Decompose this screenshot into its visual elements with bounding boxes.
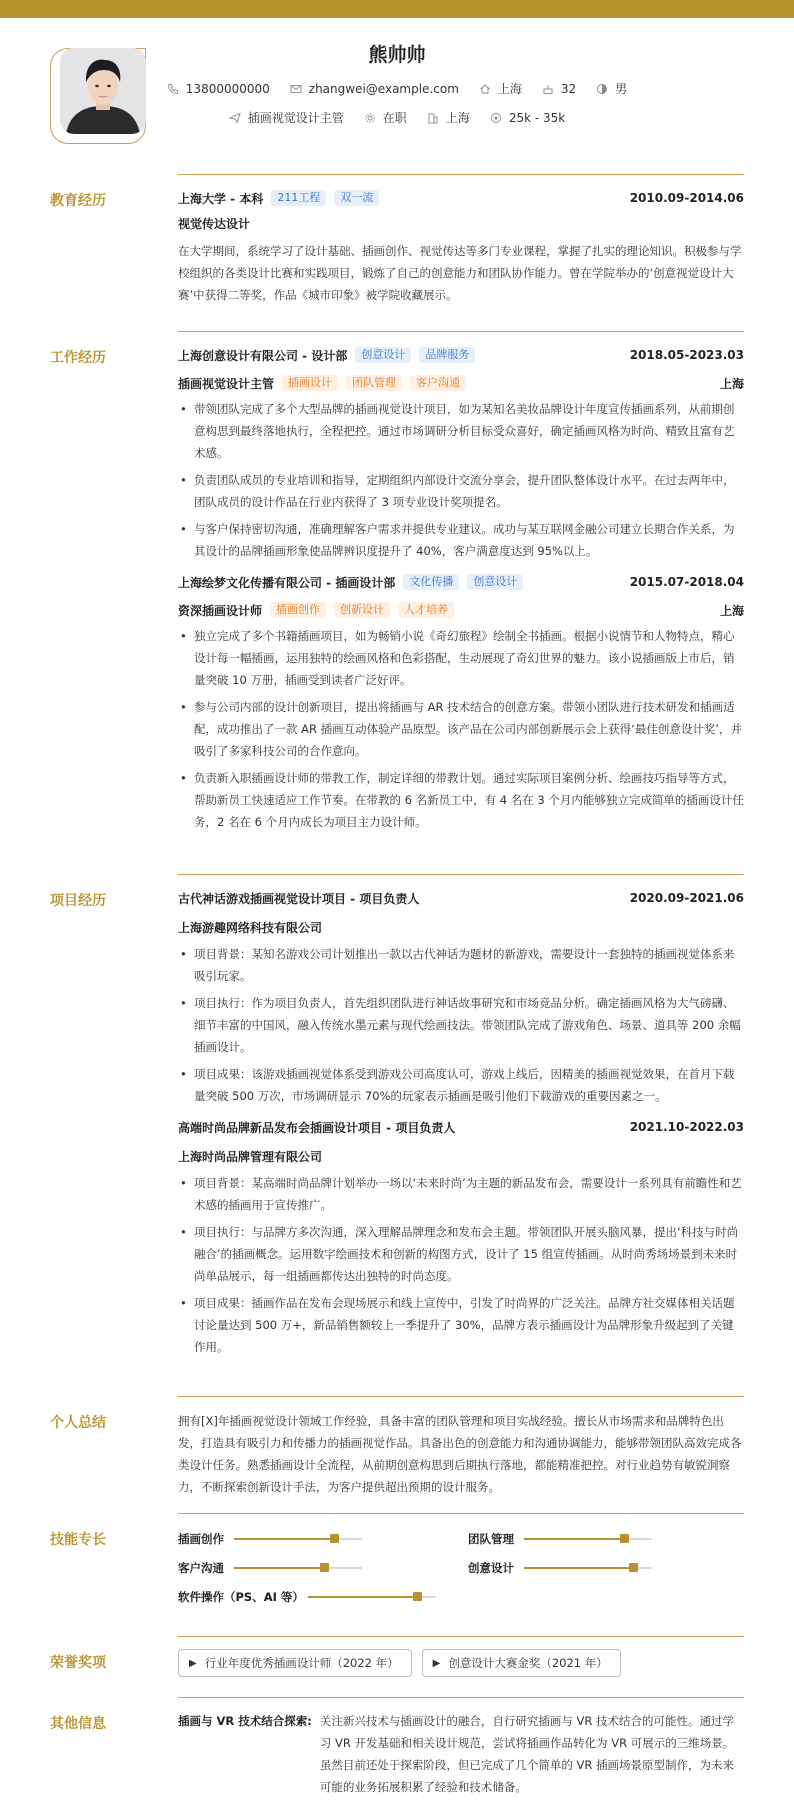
- work-body: [178, 331, 744, 833]
- role-title: 插画视觉设计主管: [178, 376, 275, 391]
- age-item: [542, 82, 576, 96]
- status-text: 在职: [382, 111, 407, 125]
- location-item: [479, 80, 522, 97]
- role-title: 资深插画设计师: [178, 603, 263, 618]
- list-item: • 项目执行：与品牌方多次沟通，深入理解品牌理念和发布会主题。带领团队开展头脑风暴，提出‘科技与时尚融合’的插画概念。运用数字绘画技术和创新的构图方式，设计了 15 组宣传插画。从时尚秀场场景到未来时尚单品展示，每一组插画都传达出独特的时尚态度。: [178, 1221, 744, 1287]
- phone-item: [167, 82, 270, 96]
- honor-badge: [178, 1649, 412, 1677]
- email-text: zhangwei@example.com: [308, 81, 459, 96]
- project-date: 2020.09-2021.06: [629, 891, 744, 905]
- age-text: 32: [560, 81, 577, 96]
- education-description: 在大学期间，系统学习了设计基础、插画创作、视觉传达等多门专业课程，掌握了扎实的理论知识。积极参与学校组织的各类设计比赛和实践项目，锻炼了自己的创意能力和团队协作能力。曾在学院举办的‘创意视觉设计大赛’中获得二等奖，作品《城市印象》被学院收藏展示。: [178, 244, 742, 302]
- role-header: [178, 600, 744, 620]
- triangle-right-icon: ▶: [189, 1657, 197, 1669]
- target-position-item: [229, 109, 344, 126]
- honors-body: [178, 1636, 744, 1677]
- skills-grid: [178, 1531, 744, 1605]
- summary-body: [178, 1396, 744, 1498]
- location-text: 上海: [497, 82, 522, 96]
- skills-body: [178, 1513, 744, 1605]
- other-info: [178, 1710, 744, 1798]
- list-item: • 项目成果：插画作品在发布会现场展示和线上宣传中，引发了时尚界的广泛关注。品牌方社交媒体相关话题讨论量达到 500 万+，新品销售额较上一季提升了 30%，品牌方表示插画设计为品牌形象升级起到了关键作用。: [178, 1292, 744, 1358]
- phone-text: 13800000000: [185, 81, 270, 96]
- section-title: 技能专长: [50, 1532, 106, 1548]
- honor-text: 行业年度优秀插画设计师（2022 年）: [204, 1656, 399, 1670]
- candidate-name: 熊帅帅: [368, 44, 426, 66]
- project-entry: [178, 1117, 744, 1358]
- honor-text: 创意设计大赛金奖（2021 年）: [448, 1656, 608, 1670]
- list-item: • 带领团队完成了多个大型品牌的插画视觉设计项目，如为某知名美妆品牌设计年度宣传插画系列，从前期创意构思到最终落地执行，全程把控。通过市场调研分析目标受众喜好，确定插画风格为时尚、精致且富有艺术感。: [178, 398, 744, 464]
- list-item: • 项目背景：某高端时尚品牌计划举办一场以‘未来时尚’为主题的新品发布会，需要设计一系列具有前瞻性和艺术感的插画用于宣传推广。: [178, 1172, 744, 1216]
- role-tag: 插画设计: [282, 375, 338, 391]
- school-name: 上海大学 - 本科: [178, 191, 264, 206]
- home-icon: [479, 83, 491, 95]
- send-icon: [229, 112, 241, 124]
- email-item: [290, 82, 459, 96]
- skill-name: 插画创作: [178, 1532, 224, 1546]
- list-item: • 与客户保持密切沟通，准确理解客户需求并提供专业建议。成功与某互联网金融公司建立长期合作关系，为其设计的品牌插画形象使品牌辨识度提升了 40%，客户满意度达到 95%以上。: [178, 518, 744, 562]
- project-bullets: [178, 1172, 744, 1358]
- project-name: 高端时尚品牌新品发布会插画设计项目 - 项目负责人: [178, 1120, 456, 1135]
- gender-item: [596, 80, 627, 97]
- job-entry: [178, 572, 744, 833]
- list-item: • 参与公司内部的设计创新项目，提出将插画与 AR 技术结合的创意方案。带领小团队进行技术研发和插画适配，成功推出了一款 AR 插画互动体验产品原型。该产品在公司内部创新展示会上获得‘最佳创意设计奖’，并吸引了多家科技公司的合作意向。: [178, 696, 744, 762]
- triangle-right-icon: ▶: [432, 1657, 441, 1669]
- school-tag: 211工程: [271, 190, 326, 206]
- job-bullets: [178, 398, 744, 562]
- job-intention-row: [0, 109, 794, 126]
- role-tag: 团队管理: [346, 375, 402, 391]
- education-body: [178, 174, 744, 306]
- salary-icon: [490, 112, 502, 124]
- salary-item: [490, 111, 565, 125]
- skill-bar: [524, 1538, 652, 1540]
- top-accent-bar: [0, 0, 794, 18]
- summary-text: 拥有[X]年插画视觉设计领域工作经验，具备丰富的团队管理和项目实战经验。擅长从市场需求和品牌特色出发，打造具有吸引力和传播力的插画视觉作品。具备出色的创意能力和沟通协调能力，能够带领团队高效完成各类设计任务。熟悉插画设计全流程，从前期创意构思到后期执行落地，都能精准把控。对行业趋势有敏锐洞察力，不断探索创新设计手法，为客户提供超出预期的设计服务。: [178, 1414, 742, 1494]
- honors-list: [178, 1649, 744, 1677]
- skill-item: [468, 1531, 744, 1547]
- project-bullets: [178, 943, 744, 1107]
- section-title: 教育经历: [50, 193, 106, 209]
- list-item: • 负责新入职插画设计师的带教工作，制定详细的带教计划。通过实际项目案例分析、绘画技巧指导等方式，帮助新员工快速适应工作节奏。在带教的 6 名新员工中，有 4 名在 3 个月内能够独立完成简单的插画设计任务，2 名在 6 个月内成长为项目主力设计师。: [178, 767, 744, 833]
- list-item: • 项目背景：某知名游戏公司计划推出一款以古代神话为题材的新游戏，需要设计一套独特的插画视觉体系来吸引玩家。: [178, 943, 744, 987]
- skill-name: 客户沟通: [178, 1561, 224, 1575]
- section-title: 工作经历: [50, 350, 106, 366]
- list-item: • 项目成果：该游戏插画视觉体系受到游戏公司高度认可，游戏上线后，因精美的插画视觉效果，在首月下载量突破 500 万次，市场调研显示 70%的玩家表示插画是吸引他们下载游戏的重要因素之一。: [178, 1063, 744, 1107]
- skill-bar: [234, 1538, 362, 1540]
- status-item: [364, 109, 407, 126]
- projects-body: [178, 874, 744, 1358]
- building-icon: [427, 112, 439, 124]
- job-city: 上海: [719, 603, 744, 618]
- contact-info-row: [0, 80, 794, 97]
- skill-name: 团队管理: [468, 1532, 514, 1546]
- gear-icon: [364, 112, 376, 124]
- target-city-text: 上海: [445, 111, 470, 125]
- list-item: • 项目执行：作为项目负责人，首先组织团队进行神话故事研究和市场竞品分析。确定插画风格为大气磅礴、细节丰富的中国风，融入传统水墨元素与现代绘画技法。带领团队完成了游戏角色、场景、道具等 200 余幅插画设计。: [178, 992, 744, 1058]
- job-entry: [178, 345, 744, 562]
- job-date: 2015.07-2018.04: [629, 575, 744, 589]
- company-tag: 品牌服务: [419, 347, 475, 363]
- company-tag: 文化传播: [403, 574, 459, 590]
- list-item: • 负责团队成员的专业培训和指导，定期组织内部设计交流分享会，提升团队整体设计水平。在过去两年中，团队成员的设计作品在行业内获得了 3 项专业设计奖项提名。: [178, 469, 744, 513]
- other-key: 插画与 VR 技术结合探索:: [178, 1714, 312, 1728]
- other-body: [178, 1697, 744, 1798]
- skill-bar: [234, 1567, 362, 1569]
- other-text: 关注新兴技术与插画设计的融合，自行研究插画与 VR 技术结合的可能性。通过学习 VR 开发基础和相关设计规范，尝试将插画作品转化为 VR 可展示的三维场景。虽然目前还处于探索阶段，但已完成了几个简单的 VR 插画场景原型制作，为未来可能的业务拓展积累了经验和技术储备。: [319, 1714, 735, 1794]
- role-tag: 人才培养: [398, 602, 454, 618]
- phone-icon: [167, 83, 179, 95]
- job-city: 上海: [719, 376, 744, 391]
- section-title: 荣誉奖项: [50, 1655, 106, 1671]
- education-date: 2010.09-2014.06: [629, 191, 744, 205]
- list-item: • 独立完成了多个书籍插画项目，如为畅销小说《奇幻旅程》绘制全书插画。根据小说情节和人物特点，精心设计每一幅插画，运用独特的绘画风格和色彩搭配，生动展现了奇幻世界的魅力。该小说插画版上市后，销量突破 10 万册，插画受到读者广泛好评。: [178, 625, 744, 691]
- skill-item: [178, 1589, 468, 1605]
- target-position-text: 插画视觉设计主管: [247, 111, 344, 125]
- education-section: [50, 174, 744, 314]
- cake-icon: [542, 83, 554, 95]
- project-org: 上海时尚品牌管理有限公司: [178, 1150, 323, 1164]
- project-entry: [178, 888, 744, 1107]
- company-tag: 创意设计: [355, 347, 411, 363]
- project-header: [178, 1117, 744, 1137]
- role-tag: 客户沟通: [410, 375, 466, 391]
- project-header: [178, 888, 744, 908]
- company-tag: 创意设计: [467, 574, 523, 590]
- skill-name: 创意设计: [468, 1561, 514, 1575]
- target-city-item: [427, 109, 470, 126]
- company-name: 上海绘梦文化传播有限公司 - 插画设计部: [178, 575, 396, 590]
- company-name: 上海创意设计有限公司 - 设计部: [178, 348, 348, 363]
- skill-name: 软件操作（PS、AI 等）: [178, 1590, 304, 1604]
- role-header: [178, 373, 744, 393]
- job-header: [178, 572, 744, 592]
- job-bullets: [178, 625, 744, 833]
- section-title: 项目经历: [50, 893, 106, 909]
- education-header: [178, 188, 744, 208]
- honor-badge: [422, 1649, 621, 1677]
- project-name: 古代神话游戏插画视觉设计项目 - 项目负责人: [178, 891, 420, 906]
- skill-item: [178, 1560, 468, 1576]
- skill-bar: [524, 1567, 652, 1569]
- section-title: 其他信息: [50, 1716, 106, 1732]
- project-org: 上海游趣网络科技有限公司: [178, 921, 323, 935]
- role-tag: 创新设计: [334, 602, 390, 618]
- skill-bar: [308, 1596, 436, 1598]
- skill-item: [178, 1531, 468, 1547]
- job-header: [178, 345, 744, 365]
- email-icon: [290, 83, 302, 95]
- skill-item: [468, 1560, 744, 1576]
- role-tag: 插画创作: [270, 602, 326, 618]
- section-title: 个人总结: [50, 1415, 106, 1431]
- salary-text: 25k - 35k: [508, 110, 566, 125]
- school-tag: 双一流: [334, 190, 379, 206]
- project-date: 2021.10-2022.03: [629, 1120, 744, 1134]
- major: 视觉传达设计: [178, 217, 251, 231]
- job-date: 2018.05-2023.03: [629, 348, 744, 362]
- gender-icon: [596, 83, 608, 95]
- gender-text: 男: [615, 82, 628, 96]
